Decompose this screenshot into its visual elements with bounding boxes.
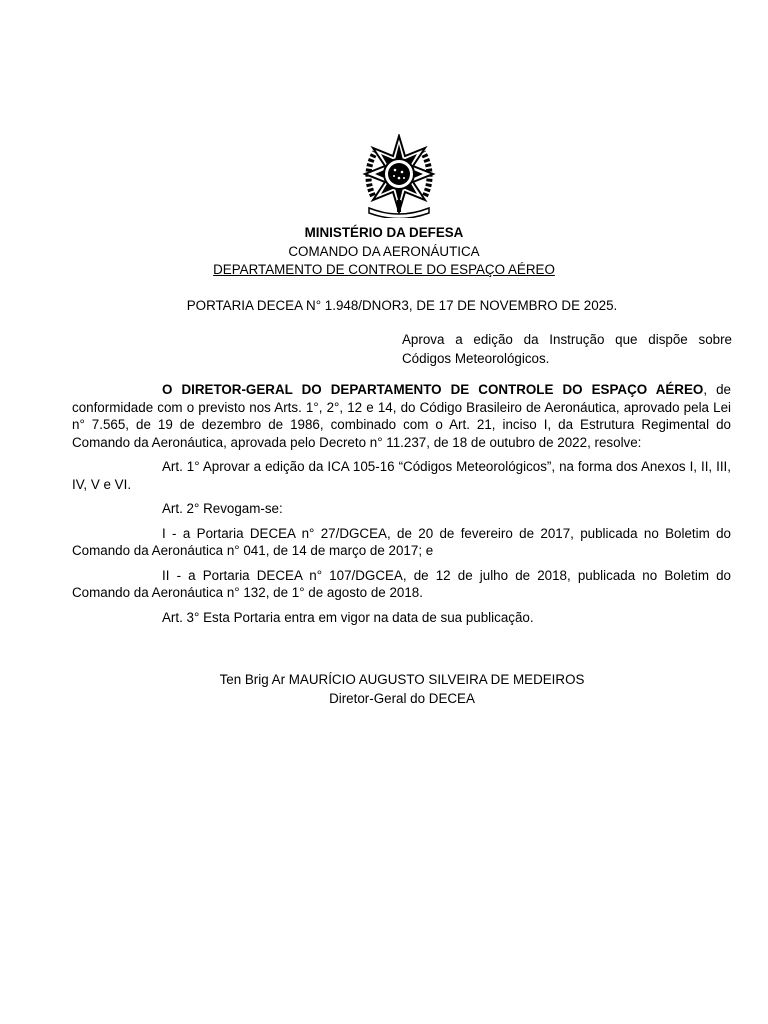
command-name: COMANDO DA AERONÁUTICA [288,243,480,259]
article-2: Art. 2° Revogam-se: [162,501,283,516]
signature-block [0,671,768,708]
article-3: Art. 3° Esta Portaria entra em vigor na data de sua publicação. [162,609,534,625]
signatory-role: Diretor-Geral do DECEA [329,690,475,706]
document-header [0,224,768,280]
portaria-title: PORTARIA DECEA N° 1.948/DNOR3, DE 17 DE NOVEMBRO DE 2025. [186,298,618,313]
ementa: Aprova a edição da Instrução que dispõe sobre Códigos Meteorológicos. [402,332,732,366]
document-body [72,381,731,626]
director-title: O DIRETOR-GERAL DO DEPARTAMENTO DE CONTROLE DO ESPAÇO AÉREO [162,382,704,397]
ministry-name: MINISTÉRIO DA DEFESA [304,225,464,240]
brazil-coat-of-arms-icon [359,134,439,218]
department-name: DEPARTAMENTO DE CONTROLE DO ESPAÇO AÉREO [213,262,555,277]
preamble-text: , de conformidade com o previsto nos Arts. 1°, 2°, 12 e 14, do Código Brasileiro de Aeronáutica, aprovado pela Lei n° 7.565, de 19 de dezembro de 1986, combinado com o Art. 21, inciso I, da Estrutura Regimental do Comando da Aeronáutica, aprovada pelo Decreto n° 11.237, de 18 de outubro de 2022, resolve: [72,382,731,450]
signatory-name: Ten Brig Ar MAURÍCIO AUGUSTO SILVEIRA DE MEDEIROS [219,672,585,687]
article-2-item-ii: II - a Portaria DECEA n° 107/DGCEA, de 12 de julho de 2018, publicada no Boletim do Comando da Aeronáutica n° 132, de 1° de agosto de 2018. [72,567,731,600]
article-2-item-i: I - a Portaria DECEA n° 27/DGCEA, de 20 de fevereiro de 2017, publicada no Boletim do Comando da Aeronáutica n° 041, de 14 de março de 2017; e [72,525,731,558]
article-1: Art. 1° Aprovar a edição da ICA 105-16 “Códigos Meteorológicos”, na forma dos Anexos I, II, III, IV, V e VI. [72,459,731,492]
preamble-paragraph [72,381,731,451]
